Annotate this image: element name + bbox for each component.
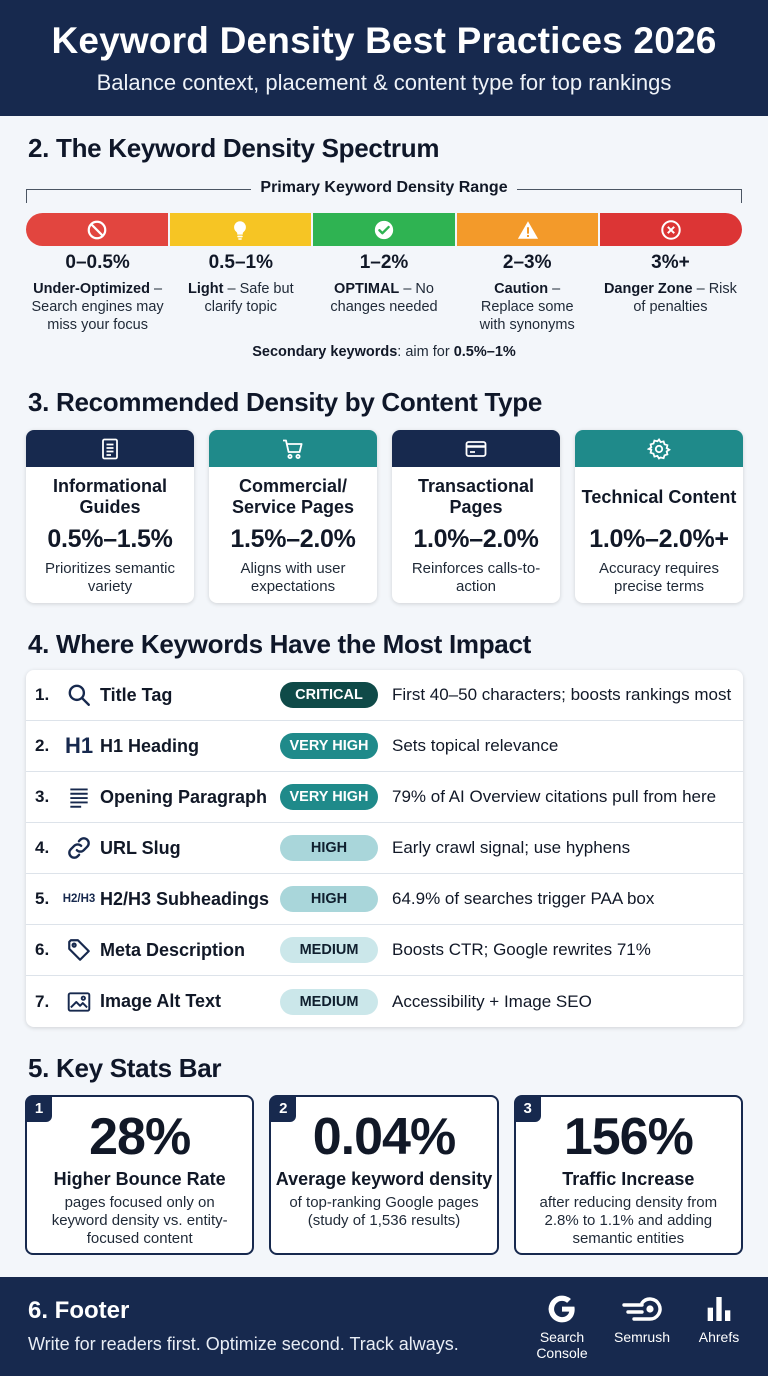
priority-badge: VERY HIGH — [280, 733, 378, 759]
stat-card — [514, 1095, 743, 1255]
segment-optimal — [313, 213, 457, 246]
range-desc: Replace some with synonyms — [479, 299, 575, 333]
ban-icon — [86, 219, 108, 241]
segment-light — [170, 213, 314, 246]
cart-icon — [281, 437, 305, 461]
placement-note: Early crawl signal; use hyphens — [392, 838, 631, 857]
impact-table — [26, 670, 743, 1027]
page-title: Keyword Density Best Practices 2026 — [51, 20, 717, 61]
card-title: Technical Content — [581, 486, 737, 507]
range-bracket — [26, 179, 742, 203]
range-desc: No changes needed — [330, 281, 438, 315]
card-value: 1.0%–2.0% — [413, 525, 539, 553]
table-row: 1. Title Tag CRITICAL First 40–50 characters; boosts rankings most — [26, 670, 743, 721]
tool-label: Ahrefs — [698, 1329, 740, 1345]
spectrum-col: 3%+ Danger Zone – Risk of penalties — [599, 252, 742, 334]
range-value: 0–0.5% — [65, 252, 130, 273]
range-name: Caution — [494, 281, 549, 297]
content-card-informational — [26, 430, 194, 603]
spectrum-col: 0.5–1% Light – Safe but clarify topic — [169, 252, 312, 334]
card-value: 1.5%–2.0% — [230, 525, 356, 553]
range-desc: Risk of penalties — [633, 281, 737, 315]
placement-name: Meta Description — [100, 939, 246, 960]
placement-name: Title Tag — [100, 684, 173, 705]
placement-name: URL Slug — [100, 837, 181, 858]
stat-title: Average keyword density — [275, 1169, 493, 1189]
lightbulb-icon — [229, 219, 251, 241]
search-icon — [66, 682, 92, 708]
density-spectrum-bar — [26, 213, 742, 246]
document-icon — [98, 437, 122, 461]
content-type-heading: 3. Recommended Density by Content Type — [28, 387, 542, 417]
google-icon — [546, 1293, 578, 1325]
x-circle-icon — [660, 219, 682, 241]
tool-search-console[interactable] — [522, 1293, 602, 1361]
spectrum-col: 2–3% Caution – Replace some with synonyms — [456, 252, 599, 334]
segment-danger-zone — [600, 213, 742, 246]
card-value: 0.5%–1.5% — [47, 525, 173, 553]
priority-badge: VERY HIGH — [280, 784, 378, 810]
footer — [0, 1277, 768, 1376]
stat-title: Higher Bounce Rate — [53, 1169, 226, 1189]
link-icon — [66, 835, 92, 861]
range-value: 1–2% — [359, 252, 409, 273]
card-desc: Prioritizes semantic variety — [44, 560, 176, 595]
h1-icon: H1 — [64, 733, 94, 758]
content-card-transactional — [392, 430, 560, 603]
stat-number: 2 — [270, 1096, 296, 1122]
placement-note: 79% of AI Overview citations pull from here — [392, 787, 717, 806]
stat-number: 3 — [515, 1096, 541, 1122]
card-desc: Accuracy requires precise terms — [598, 560, 720, 595]
priority-badge: CRITICAL — [280, 682, 378, 708]
card-desc: Aligns with user expectations — [240, 560, 346, 595]
range-name: Under-Optimized — [33, 281, 150, 297]
secondary-keywords-note: Secondary keywords: aim for 0.5%–1% — [252, 344, 516, 360]
stat-number: 1 — [26, 1096, 52, 1122]
gear-icon — [647, 437, 671, 461]
stat-card — [25, 1095, 254, 1255]
h2-h3-icon: H2/H3 — [62, 893, 96, 905]
card-title: Transactional Pages — [417, 476, 535, 517]
stat-desc: of top-ranking Google pages (study of 1,536 results) — [289, 1194, 479, 1229]
semrush-icon — [620, 1293, 664, 1325]
card-title: Commercial/ Service Pages — [231, 476, 355, 517]
table-row: 2. H1 H1 Heading VERY HIGH Sets topical relevance — [26, 721, 743, 772]
segment-under-optimized — [26, 213, 170, 246]
stats-heading: 5. Key Stats Bar — [28, 1053, 222, 1083]
stat-title: Traffic Increase — [562, 1169, 695, 1189]
paragraph-lines-icon — [66, 784, 92, 810]
range-name: OPTIMAL — [334, 281, 400, 297]
content-card-commercial — [209, 430, 377, 603]
range-name: Light — [188, 281, 224, 297]
spectrum-col: 1–2% OPTIMAL – No changes needed — [312, 252, 455, 334]
placement-name: H1 Heading — [100, 735, 200, 756]
priority-badge: HIGH — [280, 835, 378, 861]
range-label: Primary Keyword Density Range — [251, 179, 516, 196]
tool-ahrefs[interactable] — [688, 1293, 750, 1345]
tool-semrush[interactable] — [606, 1293, 678, 1345]
stat-value: 0.04% — [312, 1108, 456, 1166]
range-name: Danger Zone — [603, 281, 693, 297]
table-row: 7. Image Alt Text MEDIUM Accessibility + Image SEO — [26, 976, 743, 1027]
card-value: 1.0%–2.0%+ — [589, 525, 729, 553]
range-value: 3%+ — [651, 252, 690, 273]
credit-card-icon — [464, 437, 488, 461]
segment-caution — [457, 213, 601, 246]
spectrum-col: 0–0.5% Under-Optimized – Search engines may miss your focus — [26, 252, 169, 334]
range-value: 0.5–1% — [208, 252, 274, 273]
check-icon — [373, 219, 395, 241]
footer-tagline: Write for readers first. Optimize second. Track always. — [28, 1334, 459, 1354]
page-subtitle: Balance context, placement & content type for top rankings — [96, 70, 672, 95]
bar-chart-icon — [703, 1293, 735, 1325]
priority-badge: HIGH — [280, 886, 378, 912]
table-row: 5. H2/H3 H2/H3 Subheadings HIGH 64.9% of searches trigger PAA box — [26, 874, 743, 925]
stat-desc: pages focused only on keyword density vs. entity-focused content — [51, 1194, 228, 1247]
table-row: 6. Meta Description MEDIUM Boosts CTR; Google rewrites 71% — [26, 925, 743, 976]
footer-heading: 6. Footer — [28, 1297, 130, 1324]
warning-icon — [517, 219, 539, 241]
placement-note: First 40–50 characters; boosts rankings most — [392, 685, 732, 704]
stat-desc: after reducing density from 2.8% to 1.1% and adding semantic entities — [539, 1194, 718, 1247]
priority-badge: MEDIUM — [280, 989, 378, 1015]
card-title: Informational Guides — [52, 476, 167, 517]
placement-name: Image Alt Text — [100, 991, 222, 1011]
stat-value: 156% — [563, 1108, 693, 1166]
stat-value: 28% — [89, 1108, 191, 1166]
placement-name: H2/H3 Subheadings — [100, 888, 270, 909]
content-type-cards — [26, 430, 743, 603]
placement-note: Boosts CTR; Google rewrites 71% — [392, 940, 651, 959]
tag-icon — [66, 937, 92, 963]
content-card-technical — [575, 430, 743, 603]
stat-card — [269, 1095, 498, 1255]
card-desc: Reinforces calls-to-action — [411, 560, 541, 595]
placement-note: Accessibility + Image SEO — [392, 991, 592, 1011]
tool-label: Search Console — [536, 1329, 588, 1361]
placement-note: 64.9% of searches trigger PAA box — [392, 889, 655, 908]
image-icon — [66, 989, 92, 1015]
range-value: 2–3% — [502, 252, 552, 273]
table-row: 4. URL Slug HIGH Early crawl signal; use hyphens — [26, 823, 743, 874]
placement-name: Opening Paragraph — [100, 786, 268, 807]
tool-label: Semrush — [613, 1329, 671, 1345]
impact-heading: 4. Where Keywords Have the Most Impact — [28, 629, 531, 659]
stats-bar — [25, 1095, 743, 1255]
range-desc: Safe but clarify topic — [204, 281, 294, 315]
range-desc: Search engines may miss your focus — [31, 299, 164, 333]
table-row: 3. Opening Paragraph VERY HIGH 79% of AI Overview citations pull from here — [26, 772, 743, 823]
spectrum-descriptions — [26, 252, 742, 334]
spectrum-heading: 2. The Keyword Density Spectrum — [28, 133, 440, 163]
priority-badge: MEDIUM — [280, 937, 378, 963]
placement-note: Sets topical relevance — [392, 736, 559, 755]
header-banner — [0, 0, 768, 116]
